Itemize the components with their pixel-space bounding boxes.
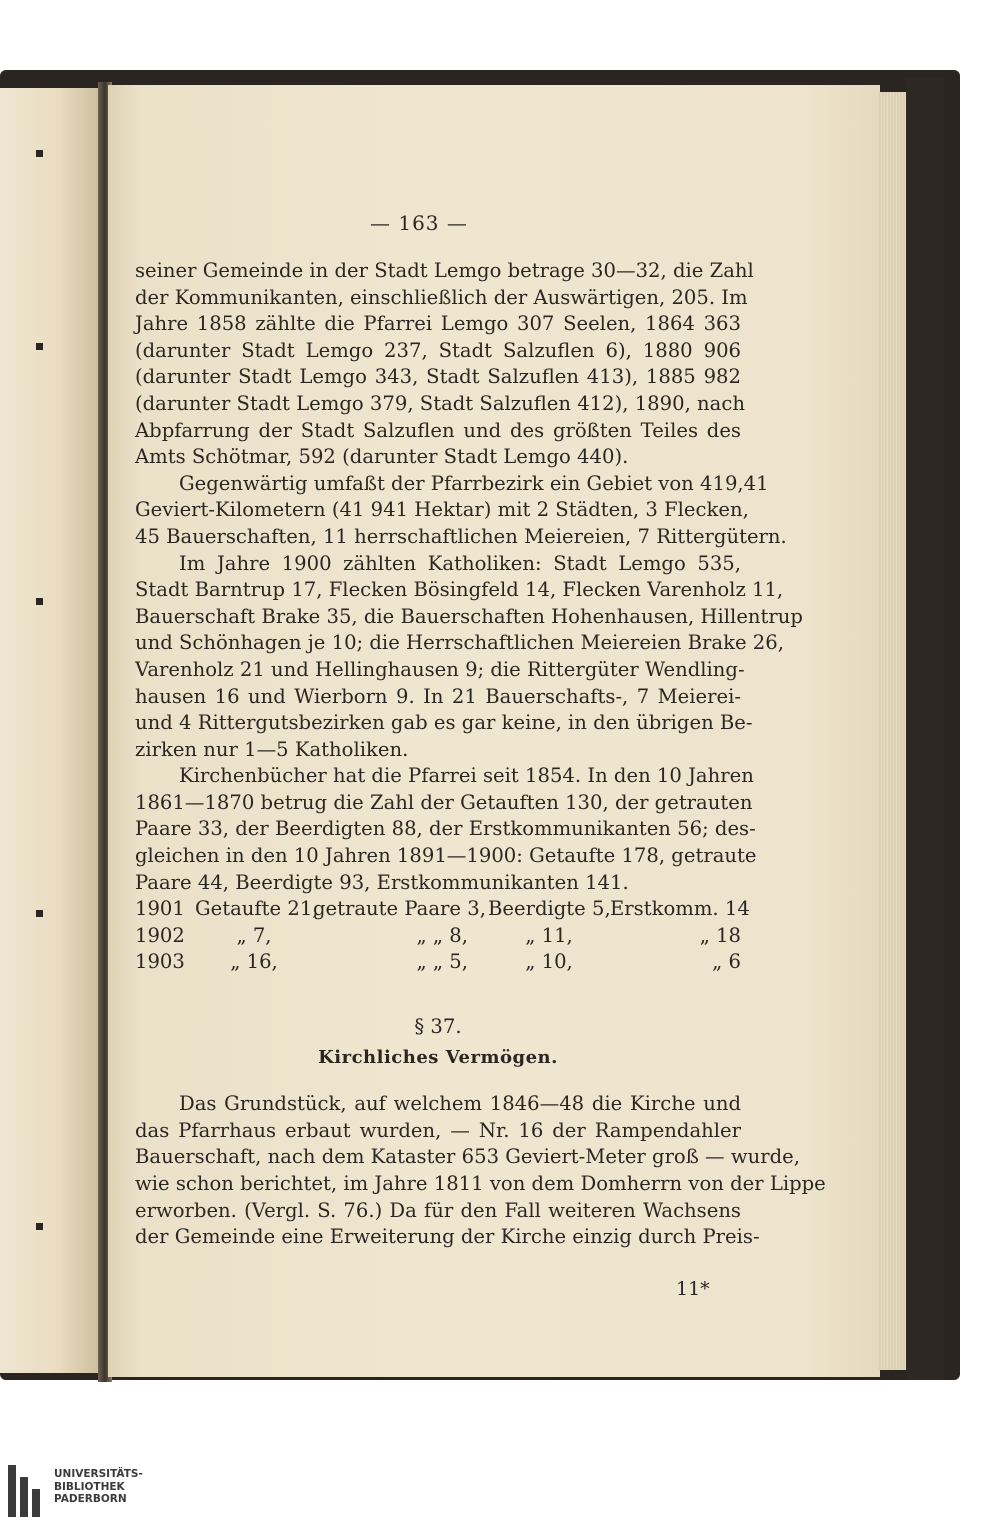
text-line: und 4 Rittergutsbezirken gab es gar keine, in den übrigen Be- bbox=[135, 711, 753, 735]
back-cover bbox=[906, 78, 944, 1380]
text-line: 45 Bauerschaften, 11 herrschaftlichen Meiereien, 7 Rittergütern. bbox=[135, 524, 787, 548]
text-line: (darunter Stadt Lemgo 379, Stadt Salzuflen 412), 1890, nach bbox=[135, 391, 745, 415]
table-cell: „ 16, bbox=[230, 950, 278, 974]
text-line: Geviert-Kilometern (41 941 Hektar) mit 2 Städten, 3 Flecken, bbox=[135, 498, 749, 522]
binding-mark bbox=[36, 150, 43, 157]
library-logo bbox=[8, 1465, 46, 1517]
text-line: Paare 33, der Beerdigten 88, der Erstkommunikanten 56; des- bbox=[135, 817, 756, 841]
page-text bbox=[135, 258, 826, 1251]
printer-signature: 11* bbox=[676, 1278, 710, 1300]
paragraph-5 bbox=[135, 1091, 826, 1251]
table-row bbox=[135, 896, 750, 923]
text-line: seiner Gemeinde in der Stadt Lemgo betrage 30—32, die Zahl bbox=[135, 259, 754, 282]
table-cell: Erstkomm. 14 bbox=[610, 897, 750, 921]
library-name-line: PADERBORN bbox=[54, 1493, 127, 1505]
table-cell: „ 7, bbox=[236, 923, 272, 947]
table-cell: „ „ 5, bbox=[416, 950, 468, 974]
section-number: § 37. bbox=[414, 1015, 462, 1039]
table-cell: „ 11, bbox=[525, 923, 573, 947]
text-line: 1861—1870 betrug die Zahl der Getauften 130, der getrauten bbox=[135, 790, 753, 814]
binding-mark bbox=[36, 598, 43, 605]
binding-mark bbox=[36, 1223, 43, 1230]
text-line: Varenholz 21 und Hellinghausen 9; die Rittergüter Wendling- bbox=[135, 657, 745, 681]
table-cell: 1903 bbox=[135, 950, 185, 974]
library-name-line: UNIVERSITÄTS- bbox=[54, 1468, 143, 1480]
paragraph-4 bbox=[135, 763, 757, 896]
text-line: und Schönhagen je 10; die Herrschaftlichen Meiereien Brake 26, bbox=[135, 631, 784, 655]
text-line: das Pfarrhaus erbaut wurden, — Nr. 16 der Rampendahler bbox=[135, 1118, 741, 1142]
table-cell: getraute Paare 3, bbox=[313, 897, 486, 921]
text-line: gleichen in den 10 Jahren 1891—1900: Getaufte 178, getraute bbox=[135, 844, 757, 868]
text-line: der Gemeinde eine Erweiterung der Kirche einzig durch Preis- bbox=[135, 1225, 760, 1249]
text-line: Stadt Barntrup 17, Flecken Bösingfeld 14, Flecken Varenholz 11, bbox=[135, 578, 784, 602]
page-number: — 163 — bbox=[370, 211, 468, 235]
left-page-edge bbox=[0, 88, 98, 1373]
text-line: Bauerschaft Brake 35, die Bauerschaften Hohenhausen, Hillentrup bbox=[135, 604, 803, 628]
text-line: (darunter Stadt Lemgo 343, Stadt Salzuflen 413), 1885 982 bbox=[135, 365, 741, 389]
text-line: erworben. (Vergl. S. 76.) Da für den Fall weiteren Wachsens bbox=[135, 1198, 741, 1222]
page-edges bbox=[878, 92, 908, 1370]
section-title: Kirchliches Vermögen. bbox=[318, 1046, 558, 1068]
table-cell: „ „ 8, bbox=[416, 923, 468, 947]
text-line: hausen 16 und Wierborn 9. In 21 Bauerschafts-, 7 Meierei- bbox=[135, 684, 741, 708]
text-line: Das Grundstück, auf welchem 1846—48 die Kirche und bbox=[179, 1092, 741, 1116]
logo-bar bbox=[32, 1489, 40, 1517]
text-line: wie schon berichtet, im Jahre 1811 von dem Domherrn von der Lippe bbox=[135, 1172, 826, 1195]
text-line: Gegenwärtig umfaßt der Pfarrbezirk ein Gebiet von 419,41 bbox=[179, 471, 769, 495]
table-row bbox=[135, 949, 741, 976]
text-line: der Kommunikanten, einschließlich der Auswärtigen, 205. Im bbox=[135, 285, 748, 309]
paragraph-1 bbox=[135, 258, 754, 471]
text-line: Paare 44, Beerdigte 93, Erstkommunikanten 141. bbox=[135, 870, 629, 894]
text-line: Abpfarrung der Stadt Salzuflen und des größten Teiles des bbox=[135, 418, 741, 442]
binding-mark bbox=[36, 343, 43, 350]
text-line: zirken nur 1—5 Katholiken. bbox=[135, 737, 409, 761]
table-cell: „ 10, bbox=[525, 950, 573, 974]
binding-mark bbox=[36, 910, 43, 917]
paragraph-2 bbox=[135, 471, 787, 551]
library-name bbox=[54, 1468, 143, 1506]
text-line: (darunter Stadt Lemgo 237, Stadt Salzuflen 6), 1880 906 bbox=[135, 338, 741, 362]
table-cell: 1901 bbox=[135, 897, 185, 921]
text-line: Jahre 1858 zählte die Pfarrei Lemgo 307 Seelen, 1864 363 bbox=[135, 312, 741, 336]
library-name-line: BIBLIOTHEK bbox=[54, 1480, 125, 1493]
logo-bar bbox=[20, 1477, 28, 1517]
paragraph-3 bbox=[135, 551, 803, 764]
table-cell: „ 6 bbox=[712, 950, 741, 974]
text-line: Im Jahre 1900 zählten Katholiken: Stadt Lemgo 535, bbox=[179, 551, 741, 575]
table-cell: „ 18 bbox=[699, 923, 741, 947]
text-line: Bauerschaft, nach dem Kataster 653 Geviert-Meter groß — wurde, bbox=[135, 1145, 800, 1169]
statistics-table bbox=[135, 896, 750, 976]
table-row bbox=[135, 923, 741, 950]
table-cell: Getaufte 21, bbox=[195, 897, 319, 921]
text-line: Kirchenbücher hat die Pfarrei seit 1854. In den 10 Jahren bbox=[179, 764, 754, 788]
text-line: Amts Schötmar, 592 (darunter Stadt Lemgo 440). bbox=[135, 445, 629, 469]
table-cell: Beerdigte 5, bbox=[488, 897, 611, 921]
table-cell: 1902 bbox=[135, 923, 185, 947]
logo-bar bbox=[8, 1465, 16, 1517]
